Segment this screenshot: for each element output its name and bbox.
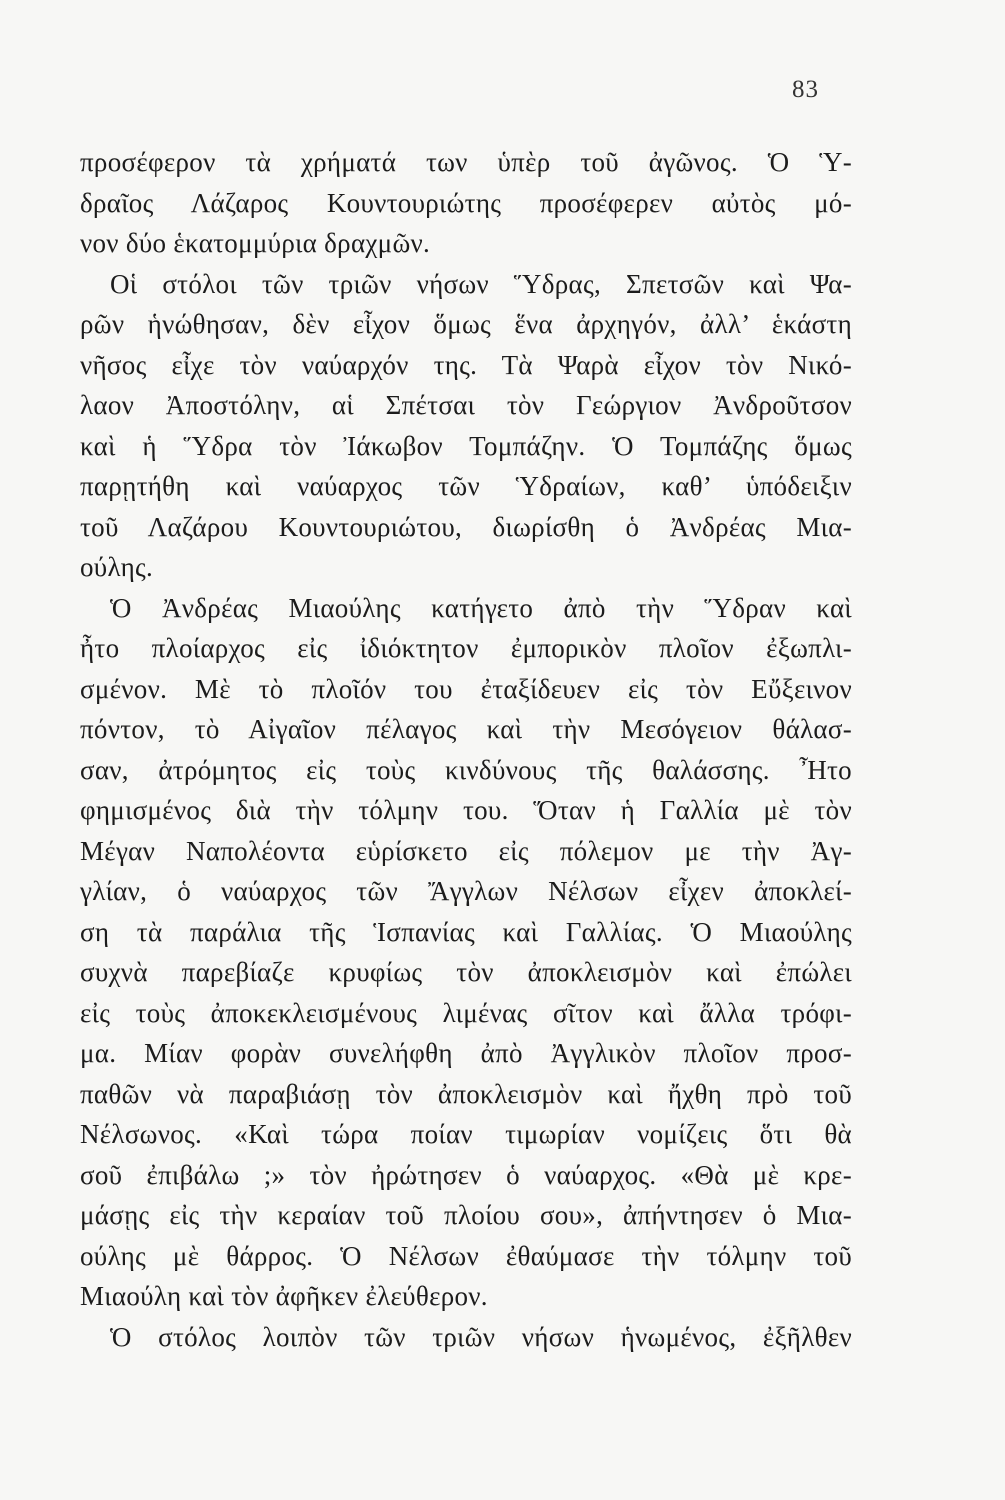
text-line: ση τὰ παράλια τῆς Ἱσπανίας καὶ Γαλλίας. Ὁ Μιαούλης	[80, 916, 852, 947]
text-line: συχνὰ παρεβίαζε κρυφίως τὸν ἀποκλεισμὸν καὶ ἐπώλει	[80, 957, 852, 987]
text-line: ρῶν ἡνώθησαν, δὲν εἶχον ὅμως ἕνα ἀρχηγόν, ἀλλ’ ἑκάστη	[80, 309, 852, 339]
text-line: σοῦ ἐπιβάλω ;» τὸν ἠρώτησεν ὁ ναύαρχος. «Θὰ μὲ κρε-	[80, 1159, 852, 1190]
text-line: καὶ ἡ Ὕδρα τὸν Ἰάκωβον Τομπάζην. Ὁ Τομπάζης ὅμως	[80, 430, 852, 461]
text-line: Μιαούλη καὶ τὸν ἀφῆκεν ἐλεύθερον.	[80, 1281, 488, 1311]
text-line: νῆσος εἶχε τὸν ναύαρχόν της. Τὰ Ψαρὰ εἶχον τὸν Νικό-	[80, 349, 852, 380]
text-line: Νέλσωνος. «Καὶ τώρα ποίαν τιμωρίαν νομίζεις ὅτι θὰ	[80, 1119, 852, 1149]
text-line: τοῦ Λαζάρου Κουντουριώτου, διωρίσθη ὁ Ἀνδρέας Μια-	[80, 511, 852, 542]
text-line: μάσῃς εἰς τὴν κεραίαν τοῦ πλοίου σου», ἀπήντησεν ὁ Μια-	[80, 1200, 852, 1230]
text-line: προσέφερον τὰ χρήματά των ὑπὲρ τοῦ ἀγῶνος. Ὁ Ὑ-	[80, 147, 852, 177]
text-line: ούλης.	[80, 552, 154, 582]
text-line: Οἱ στόλοι τῶν τριῶν νήσων Ὕδρας, Σπετσῶν καὶ Ψα-	[110, 268, 852, 299]
text-line: νον δύο ἑκατομμύρια δραχμῶν.	[80, 228, 431, 258]
text-line: εἰς τοὺς ἀποκεκλεισμένους λιμένας σῖτον καὶ ἄλλα τρόφι-	[80, 997, 852, 1028]
text-line: ἦτο πλοίαρχος εἰς ἰδιόκτητον ἐμπορικὸν πλοῖον ἐξωπλι-	[80, 633, 852, 663]
text-line: Ὁ στόλος λοιπὸν τῶν τριῶν νήσων ἡνωμένος, ἐξῆλθεν	[110, 1321, 852, 1352]
page-number: 83	[792, 76, 819, 103]
text-line: ούλης μὲ θάρρος. Ὁ Νέλσων ἐθαύμασε τὴν τόλμην τοῦ	[80, 1240, 852, 1271]
text-line: πόντον, τὸ Αἰγαῖον πέλαγος καὶ τὴν Μεσόγειον θάλασ-	[80, 714, 852, 744]
body-text	[80, 142, 852, 1357]
text-line: παθῶν νὰ παραβιάσῃ τὸν ἀποκλεισμὸν καὶ ἤχθη πρὸ τοῦ	[80, 1078, 852, 1109]
text-line: γλίαν, ὁ ναύαρχος τῶν Ἄγγλων Νέλσων εἶχεν ἀποκλεί-	[80, 876, 852, 906]
text-line: παρῃτήθη καὶ ναύαρχος τῶν Ὑδραίων, καθ’ ὑπόδειξιν	[80, 471, 852, 501]
text-line: μα. Μίαν φορὰν συνελήφθη ἀπὸ Ἀγγλικὸν πλοῖον προσ-	[80, 1038, 852, 1068]
text-line: σμένον. Μὲ τὸ πλοῖόν του ἐταξίδευεν εἰς τὸν Εὔξεινον	[80, 673, 852, 704]
text-line: σαν, ἀτρόμητος εἰς τοὺς κινδύνους τῆς θαλάσσης. Ἦτο	[80, 754, 852, 785]
text-line: Ὁ Ἀνδρέας Μιαούλης κατήγετο ἀπὸ τὴν Ὕδραν καὶ	[110, 592, 852, 623]
text-line: Μέγαν Ναπολέοντα εὑρίσκετο εἰς πόλεμον με τὴν Ἀγ-	[80, 835, 852, 866]
text-line: φημισμένος διὰ τὴν τόλμην του. Ὅταν ἡ Γαλλία μὲ τὸν	[80, 795, 852, 825]
text-line: λαον Ἀποστόλην, αἱ Σπέτσαι τὸν Γεώργιον Ἀνδροῦτσον	[80, 390, 852, 420]
text-line: δραῖος Λάζαρος Κουντουριώτης προσέφερεν αὐτὸς μό-	[80, 187, 852, 218]
